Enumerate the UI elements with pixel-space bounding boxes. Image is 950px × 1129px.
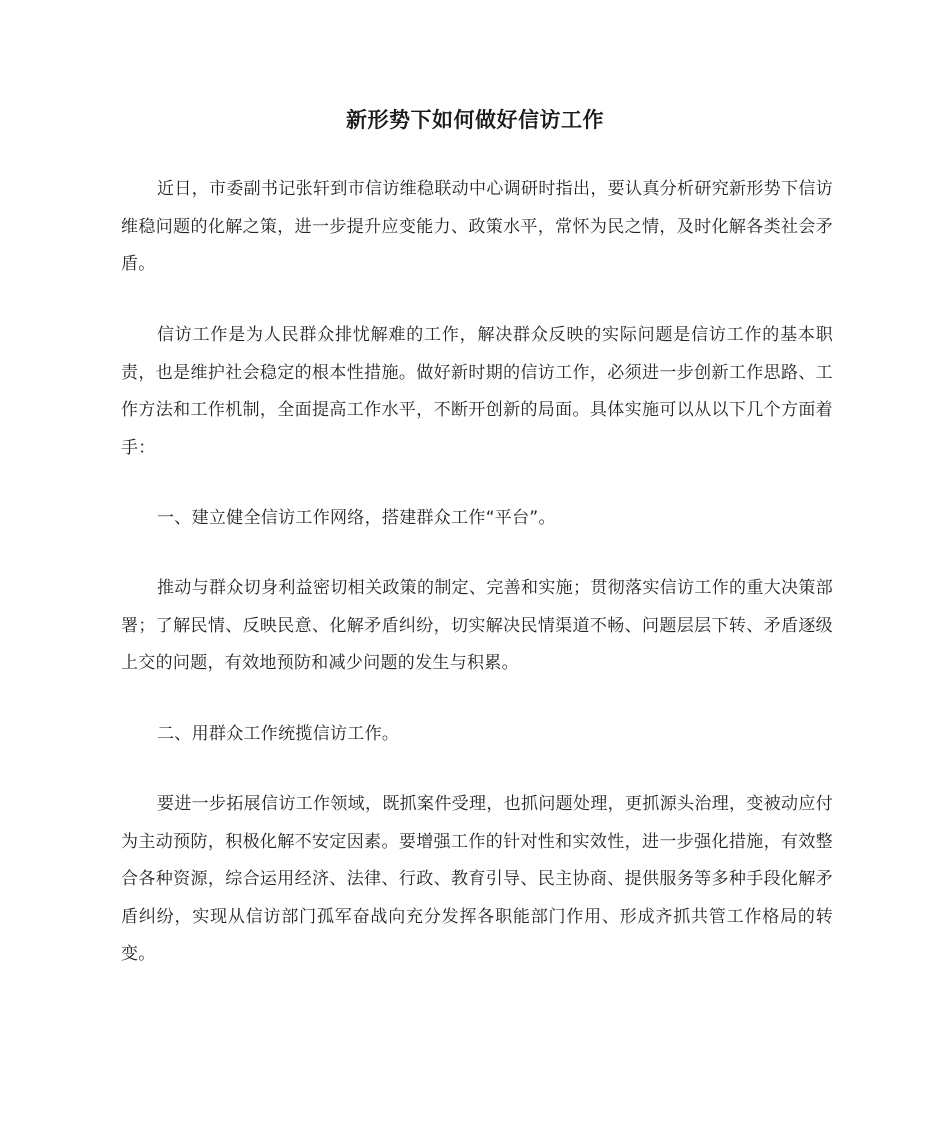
document-title: 新形势下如何做好信访工作 (346, 108, 604, 133)
paragraph-section-1: 推动与群众切身利益密切相关政策的制定、完善和实施；贯彻落实信访工作的重大决策部署；了解民情、反映民意、化解矛盾纠纷，切实解决民情渠道不畅、问题层层下转、矛盾逐级上交的问题，有效地预防和减少问题的发生与积累。 (121, 578, 833, 673)
paragraph-section-2: 要进一步拓展信访工作领域，既抓案件受理，也抓问题处理，更抓源头治理，变被动应付为主动预防，积极化解不安定因素。要增强工作的针对性和实效性，进一步强化措施，有效整合各种资源，综合运用经济、法律、行政、教育引导、民主协商、提供服务等多种手段化解矛盾纠纷，实现从信访部门孤军奋战向充分发挥各职能部门作用、形成齐抓共管工作格局的转变。 (121, 794, 833, 964)
section-heading-2: 二、用群众工作统揽信访工作。 (157, 724, 400, 744)
paragraph-intro: 近日，市委副书记张轩到市信访维稳联动中心调研时指出，要认真分析研究新形势下信访维稳问题的化解之策，进一步提升应变能力、政策水平，常怀为民之情，及时化解各类社会矛盾。 (121, 179, 833, 274)
paragraph-overview: 信访工作是为人民群众排忧解难的工作，解决群众反映的实际问题是信访工作的基本职责，也是维护社会稳定的根本性措施。做好新时期的信访工作，必须进一步创新工作思路、工作方法和工作机制，全面提高工作水平，不断开创新的局面。具体实施可以从以下几个方面着手： (121, 325, 833, 458)
section-heading-1: 一、建立健全信访工作网络，搭建群众工作“平台”。 (157, 508, 556, 528)
